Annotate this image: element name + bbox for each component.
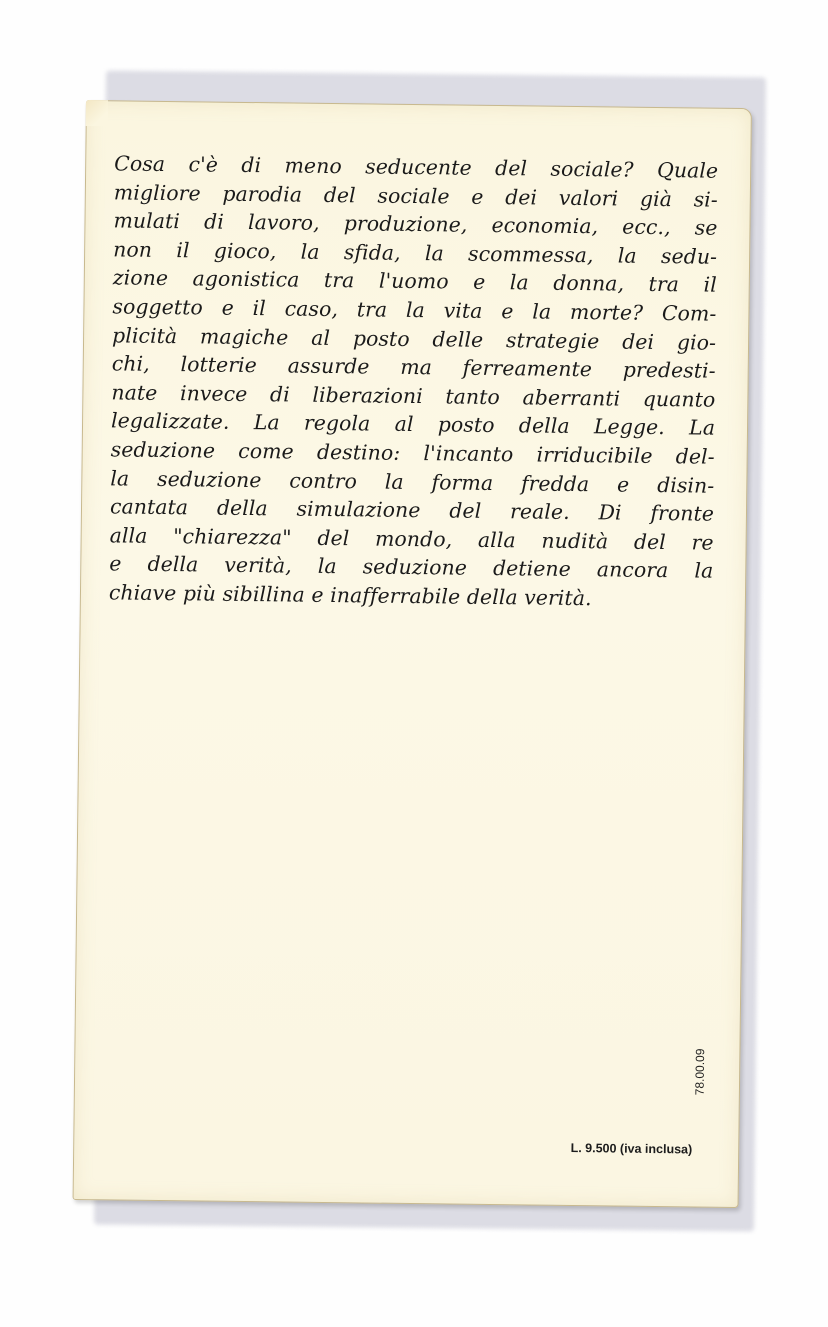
blurb-line: legalizzate. La regola al posto della Legge. La <box>110 408 716 441</box>
blurb-line: soggetto e il caso, tra la vita e la morte? Com- <box>112 294 717 326</box>
blurb-line: plicità magiche al posto delle strategie dei gio- <box>111 322 717 355</box>
blurb-line: alla "chiarezza" del mondo, alla nudità del re <box>109 523 714 555</box>
blurb-line: Cosa c'è di meno seducente del sociale? Quale <box>114 151 719 183</box>
blurb-line: cantata della simulazione del reale. Di fronte <box>109 494 715 526</box>
blurb-line: seduzione come destino: l'incanto irriducibile del- <box>110 437 715 469</box>
blurb-line: la seduzione contro la forma fredda e disin- <box>110 465 715 498</box>
price-label: L. 9.500 (iva inclusa) <box>570 1140 693 1157</box>
blurb-line: zione agonistica tra l'uomo e la donna, tra il <box>112 265 717 298</box>
book-back-cover <box>73 100 752 1208</box>
blurb-line: chiave più sibillina e inafferrabile della verità. <box>108 580 592 611</box>
blurb-line: mulati di lavoro, produzione, economia, ecc., se <box>113 208 718 240</box>
blurb-line: migliore parodia del sociale e dei valori già si- <box>113 179 718 212</box>
blurb-line: chi, lotterie assurde ma ferreamente predesti- <box>111 351 716 383</box>
catalog-code: 78.00.09 <box>692 1048 708 1096</box>
blurb-line: e della verità, la seduzione detiene ancora la <box>109 551 714 584</box>
blurb-text <box>109 149 719 614</box>
blurb-line: nate invece di liberazioni tanto aberranti quanto <box>111 380 716 412</box>
blurb-line: non il gioco, la sfida, la scommessa, la sedu- <box>113 237 718 269</box>
